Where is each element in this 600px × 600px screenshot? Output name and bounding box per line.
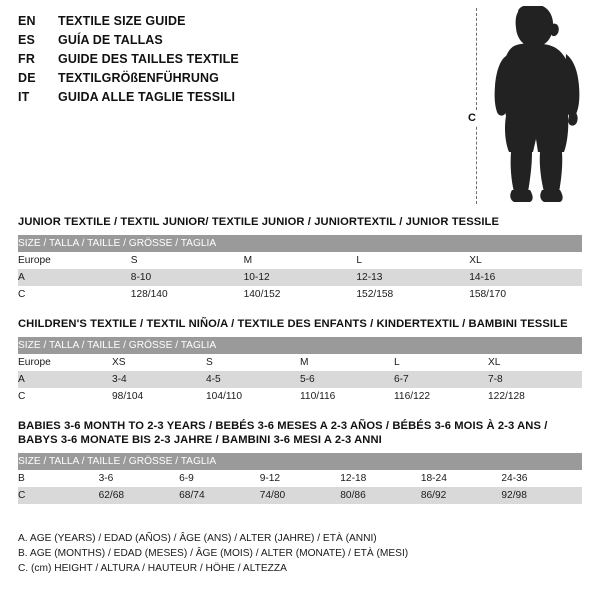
cell: 5-6 (300, 371, 394, 388)
cell: L (356, 252, 469, 269)
table-header-label: SIZE / TALLA / TAILLE / GRÖSSE / TAGLIA (18, 453, 582, 470)
cell: 104/110 (206, 388, 300, 405)
cell: 18-24 (421, 470, 502, 487)
header-row (18, 52, 438, 71)
cell: 6-7 (394, 371, 488, 388)
header-row (18, 71, 438, 90)
row-label: Europe (18, 252, 131, 269)
cell: 12-18 (340, 470, 421, 487)
guide-title: TEXTILE SIZE GUIDE (58, 14, 186, 28)
section-title: BABIES 3-6 MONTH TO 2-3 YEARS / BEBÉS 3-6 MESES A 2-3 AÑOS / BÉBÉS 3-6 MOIS À 2-3 ANS / BABYS 3-6 MONATE BIS 2-3 JAHRE / BAMBINI 3-6 MESI A 2-3 ANNI (18, 420, 548, 446)
table-header-label: SIZE / TALLA / TAILLE / GRÖSSE / TAGLIA (18, 337, 582, 354)
language-code: ES (18, 33, 36, 47)
cell: 12-13 (356, 269, 469, 286)
section-title: JUNIOR TEXTILE / TEXTIL JUNIOR/ TEXTILE JUNIOR / JUNIORTEXTIL / JUNIOR TESSILE (18, 216, 500, 228)
table-header-row (18, 235, 582, 252)
cell: 24-36 (501, 470, 582, 487)
language-header (18, 14, 438, 109)
cell: 8-10 (131, 269, 244, 286)
header-row (18, 33, 438, 52)
cell: 128/140 (131, 286, 244, 303)
guide-title: TEXTILGRÖßENFÜHRUNG (58, 71, 219, 85)
row-label: C (18, 487, 99, 504)
children-size-table (18, 337, 582, 405)
table-row (18, 371, 582, 388)
cell: 10-12 (244, 269, 357, 286)
table-row (18, 354, 582, 371)
cell: XL (469, 252, 582, 269)
cell: 3-6 (99, 470, 180, 487)
table-header-row (18, 337, 582, 354)
cell: 140/152 (244, 286, 357, 303)
cell: 7-8 (488, 371, 582, 388)
cell: XL (488, 354, 582, 371)
cell: L (394, 354, 488, 371)
table-header-row (18, 453, 582, 470)
guide-title: GUÍA DE TALLAS (58, 33, 163, 47)
cell: S (206, 354, 300, 371)
cell: 86/92 (421, 487, 502, 504)
table-row (18, 252, 582, 269)
measure-label-c: C (468, 112, 476, 124)
cell: 158/170 (469, 286, 582, 303)
table-header-label: SIZE / TALLA / TAILLE / GRÖSSE / TAGLIA (18, 235, 582, 252)
legend (18, 531, 582, 576)
row-label: A (18, 269, 131, 286)
row-label: C (18, 286, 131, 303)
cell: 3-4 (112, 371, 206, 388)
table-row (18, 470, 582, 487)
table-row (18, 487, 582, 504)
junior-size-table (18, 235, 582, 303)
row-label: Europe (18, 354, 112, 371)
cell: 74/80 (260, 487, 341, 504)
guide-title: GUIDA ALLE TAGLIE TESSILI (58, 90, 236, 104)
cell: 98/104 (112, 388, 206, 405)
cell: 6-9 (179, 470, 260, 487)
cell: 62/68 (99, 487, 180, 504)
cell: 80/86 (340, 487, 421, 504)
cell: 14-16 (469, 269, 582, 286)
cell: XS (112, 354, 206, 371)
section-junior (18, 215, 582, 303)
row-label: B (18, 470, 99, 487)
section-title: CHILDREN'S TEXTILE / TEXTIL NIÑO/A / TEXTILE DES ENFANTS / KINDERTEXTIL / BAMBINI TESSILE (18, 318, 568, 330)
header-row (18, 90, 438, 109)
language-code: IT (18, 90, 30, 104)
table-row (18, 269, 582, 286)
cell: 9-12 (260, 470, 341, 487)
cell: 92/98 (501, 487, 582, 504)
measure-guide-line (476, 8, 477, 204)
header-row (18, 14, 438, 33)
cell: 68/74 (179, 487, 260, 504)
cell: 4-5 (206, 371, 300, 388)
section-babies (18, 419, 582, 504)
cell: 122/128 (488, 388, 582, 405)
row-label: A (18, 371, 112, 388)
toddler-silhouette-icon (484, 6, 590, 206)
guide-title: GUIDE DES TAILLES TEXTILE (58, 52, 239, 66)
table-row (18, 286, 582, 303)
cell: M (244, 252, 357, 269)
cell: 110/116 (300, 388, 394, 405)
language-code: EN (18, 14, 36, 28)
legend-line-b: B. AGE (MONTHS) / EDAD (MESES) / ÂGE (MOIS) / ALTER (MONATE) / ETÀ (MESI) (18, 548, 409, 559)
cell: S (131, 252, 244, 269)
row-label: C (18, 388, 112, 405)
language-code: FR (18, 52, 36, 66)
cell: M (300, 354, 394, 371)
language-code: DE (18, 71, 36, 85)
height-measure-figure (440, 6, 590, 206)
babies-size-table (18, 453, 582, 504)
cell: 152/158 (356, 286, 469, 303)
legend-line-a: A. AGE (YEARS) / EDAD (AÑOS) / ÂGE (ANS) / ALTER (JAHRE) / ETÀ (ANNI) (18, 533, 377, 544)
section-children (18, 317, 582, 405)
table-row (18, 388, 582, 405)
cell: 116/122 (394, 388, 488, 405)
legend-line-c: C. (cm) HEIGHT / ALTURA / HAUTEUR / HÖHE / ALTEZZA (18, 563, 287, 574)
